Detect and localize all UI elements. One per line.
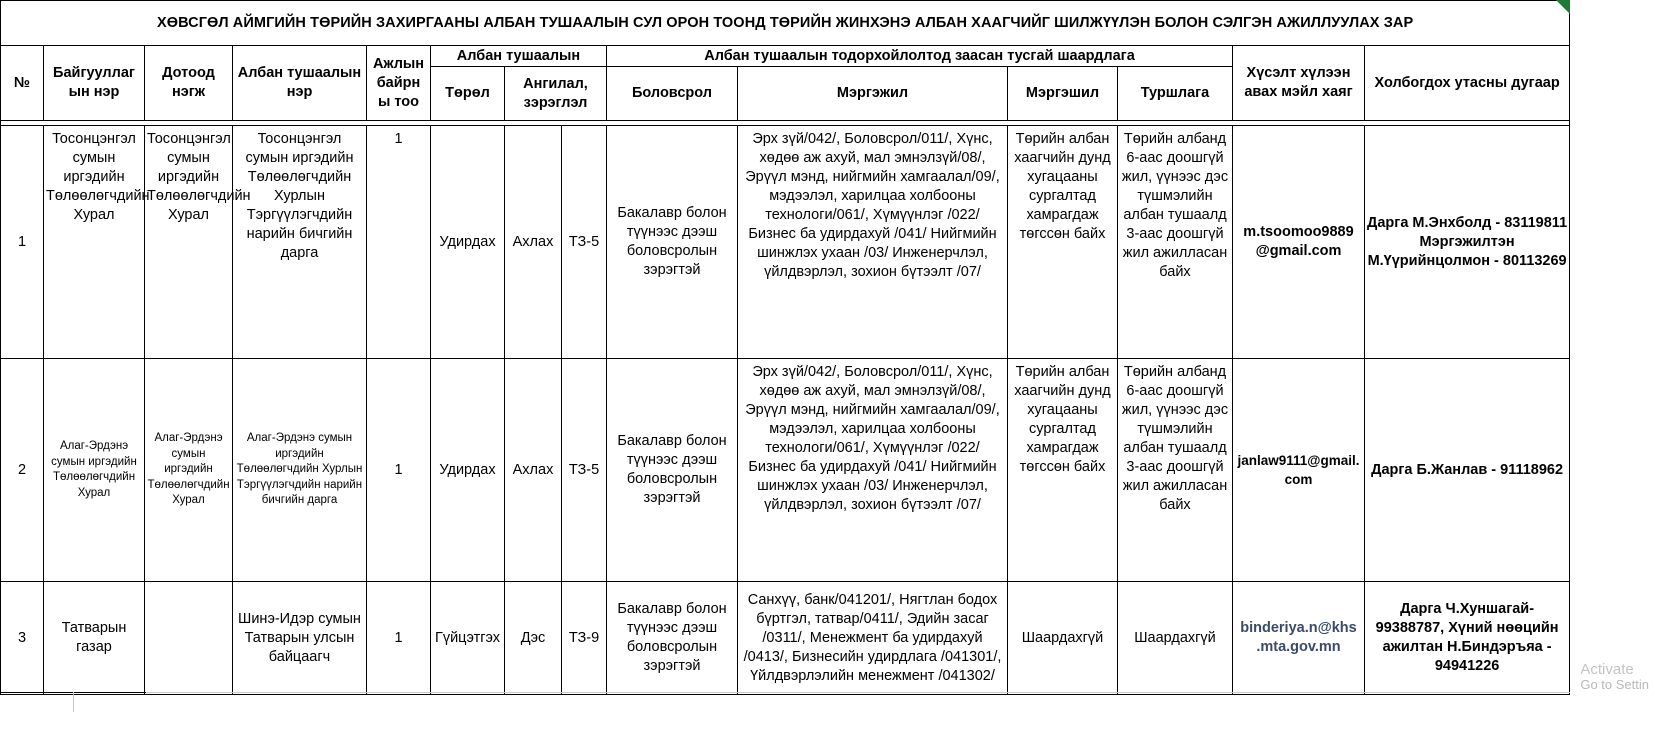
header-unit: Дотоод нэгж <box>145 46 233 121</box>
header-skill: Мэргэшил <box>1008 67 1118 121</box>
position-name: Тосонцэнгэл сумын иргэдийн Төлөөлөгчдийн Хурлын Тэргүүлэгчдийн нарийн бичгийн дарга <box>233 126 367 359</box>
position-count: 1 <box>367 359 431 582</box>
position-name: Шинэ-Идэр сумын Татварын улсын байцаагч <box>233 582 367 695</box>
org-name: Татварын газар <box>44 582 145 695</box>
experience-requirement: Шаардахгүй <box>1118 582 1233 695</box>
table-row <box>1 582 1570 695</box>
position-type: Удирдах <box>431 359 505 582</box>
table-row <box>1 126 1570 359</box>
org-name: Алаг-Эрдэнэ сумын иргэдийн Төлөөлөгчдийн Хурал <box>44 359 145 582</box>
org-name: Тосонцэнгэл сумын иргэдийн Төлөөлөгчдийн Хурал <box>44 126 145 359</box>
profession-requirement: Санхүү, банк/041201/, Нягтлан бодох бүртгэл, татвар/0411/, Эдийн засаг /0311/, Менежмент ба удирдахуй /0413/, Бизнесийн удирдлага /041301/, Үйлдвэрлэлийн менежмент /041302/ <box>738 582 1008 695</box>
position-class: Ахлах <box>505 126 562 359</box>
contact-email: m.tsoomoo9889 @gmail.com <box>1233 126 1365 359</box>
sheet-corner-marker <box>1556 0 1570 14</box>
position-type: Гүйцэтгэх <box>431 582 505 695</box>
education-requirement: Бакалавр болон түүнээс дээш боловсролын зэрэгтэй <box>607 582 738 695</box>
row-number: 2 <box>1 359 44 582</box>
experience-requirement: Төрийн албанд 6-аас доошгүй жил, үүнээс дэс түшмэлийн албан тушаалд 3-аас доошгүй жил ажилласан байх <box>1118 126 1233 359</box>
header-profession: Мэргэжил <box>738 67 1008 121</box>
position-type: Удирдах <box>431 126 505 359</box>
row-number: 3 <box>1 582 44 695</box>
watermark-line-2: Go to Settin <box>1580 677 1649 692</box>
header-phone: Холбогдох утасны дугаар <box>1365 46 1570 121</box>
page-title: ХӨВСГӨЛ АЙМГИЙН ТӨРИЙН ЗАХИРГААНЫ АЛБАН ТУШААЛЫН СУЛ ОРОН ТООНД ТӨРИЙН ЖИНХЭНЭ АЛБАН ХААГЧИЙГ ШИЛЖҮҮЛЭН БОЛОН СЭЛГЭН АЖИЛЛУУЛАХ ЗАР <box>1 1 1570 46</box>
row-number: 1 <box>1 126 44 359</box>
header-position-group: Албан тушаалын <box>431 46 607 67</box>
horizontal-scrollbar-track[interactable] <box>146 692 1570 693</box>
skill-requirement: Шаардахгүй <box>1008 582 1118 695</box>
header-type: Төрөл <box>431 67 505 121</box>
header-position-name: Албан тушаалын нэр <box>233 46 367 121</box>
position-class: Ахлах <box>505 359 562 582</box>
header-class-rank: Ангилал, зэрэглэл <box>505 67 607 121</box>
horizontal-scrollbar-left[interactable] <box>0 692 74 712</box>
position-count: 1 <box>367 582 431 695</box>
watermark-line-1: Activate <box>1580 661 1634 678</box>
contact-phone: Дарга М.Энхболд - 83119811 Мэргэжилтэн М.Үүрийнцолмон - 80113269 <box>1365 126 1570 359</box>
position-rank: ТЗ-5 <box>562 126 607 359</box>
header-requirements-group: Албан тушаалын тодорхойлолтод заасан тусгай шаардлага <box>607 46 1233 67</box>
unit-name: Тосонцэнгэл сумын иргэдийн Төлөөлөгчдийн Хурал <box>145 126 233 359</box>
position-class: Дэс <box>505 582 562 695</box>
position-rank: ТЗ-5 <box>562 359 607 582</box>
unit-name <box>145 582 233 695</box>
education-requirement: Бакалавр болон түүнээс дээш боловсролын зэрэгтэй <box>607 359 738 582</box>
experience-requirement: Төрийн албанд 6-аас доошгүй жил, үүнээс дэс түшмэлийн албан тушаалд 3-аас доошгүй жил ажилласан байх <box>1118 359 1233 582</box>
contact-email: binderiya.n@khs .mta.gov.mn <box>1233 582 1365 695</box>
skill-requirement: Төрийн албан хаагчийн дунд хугацааны сургалтад хамрагдаж төгссөн байх <box>1008 359 1118 582</box>
header-no: № <box>1 46 44 121</box>
header-count: Ажлын байрн ы тоо <box>367 46 431 121</box>
education-requirement: Бакалавр болон түүнээс дээш боловсролын зэрэгтэй <box>607 126 738 359</box>
header-email: Хүсэлт хүлээн авах мэйл хаяг <box>1233 46 1365 121</box>
table-row <box>1 359 1570 582</box>
skill-requirement: Төрийн албан хаагчийн дунд хугацааны сургалтад хамрагдаж төгссөн байх <box>1008 126 1118 359</box>
header-org: Байгууллаг ын нэр <box>44 46 145 121</box>
header-experience: Туршлага <box>1118 67 1233 121</box>
position-rank: ТЗ-9 <box>562 582 607 695</box>
profession-requirement: Эрх зүй/042/, Боловсрол/011/, Хүнс, хөдөө аж ахуй, мал эмнэлзүй/08/, Эрүүл мэнд, нийгмийн хамгаалал/09/, мэдээлэл, харилцаа холбооны технологи/061/, Хүмүүнлэг /022/ Бизнес ба удирдахуй /041/ Нийгмийн шинжлэх ухаан /03/ Инженерчлэл, үйлдвэрлэл, зохион бүтээлт /07/ <box>738 126 1008 359</box>
position-name: Алаг-Эрдэнэ сумын иргэдийн Төлөөлөгчдийн Хурлын Тэргүүлэгчдийн нарийн бичгийн дарга <box>233 359 367 582</box>
header-education: Боловсрол <box>607 67 738 121</box>
unit-name: Алаг-Эрдэнэ сумын иргэдийн Төлөөлөгчдийн Хурал <box>145 359 233 582</box>
profession-requirement: Эрх зүй/042/, Боловсрол/011/, Хүнс, хөдөө аж ахуй, мал эмнэлзүй/08/, Эрүүл мэнд, нийгмийн хамгаалал/09/, мэдээлэл, харилцаа холбооны технологи/061/, Хүмүүнлэг /022/ Бизнес ба удирдахуй /041/ Нийгмийн шинжлэх ухаан /03/ Инженерчлэл, үйлдвэрлэл, зохион бүтээлт /07/ <box>738 359 1008 582</box>
position-count: 1 <box>367 126 431 359</box>
contact-email: janlaw9111@gmail. com <box>1233 359 1365 582</box>
contact-phone: Дарга Ч.Хуншагай- 99388787, Хүний нөөцийн ажилтан Н.Биндэръяа - 94941226 <box>1365 582 1570 695</box>
activation-watermark <box>1580 662 1649 692</box>
contact-phone: Дарга Б.Жанлав - 91118962 <box>1365 359 1570 582</box>
